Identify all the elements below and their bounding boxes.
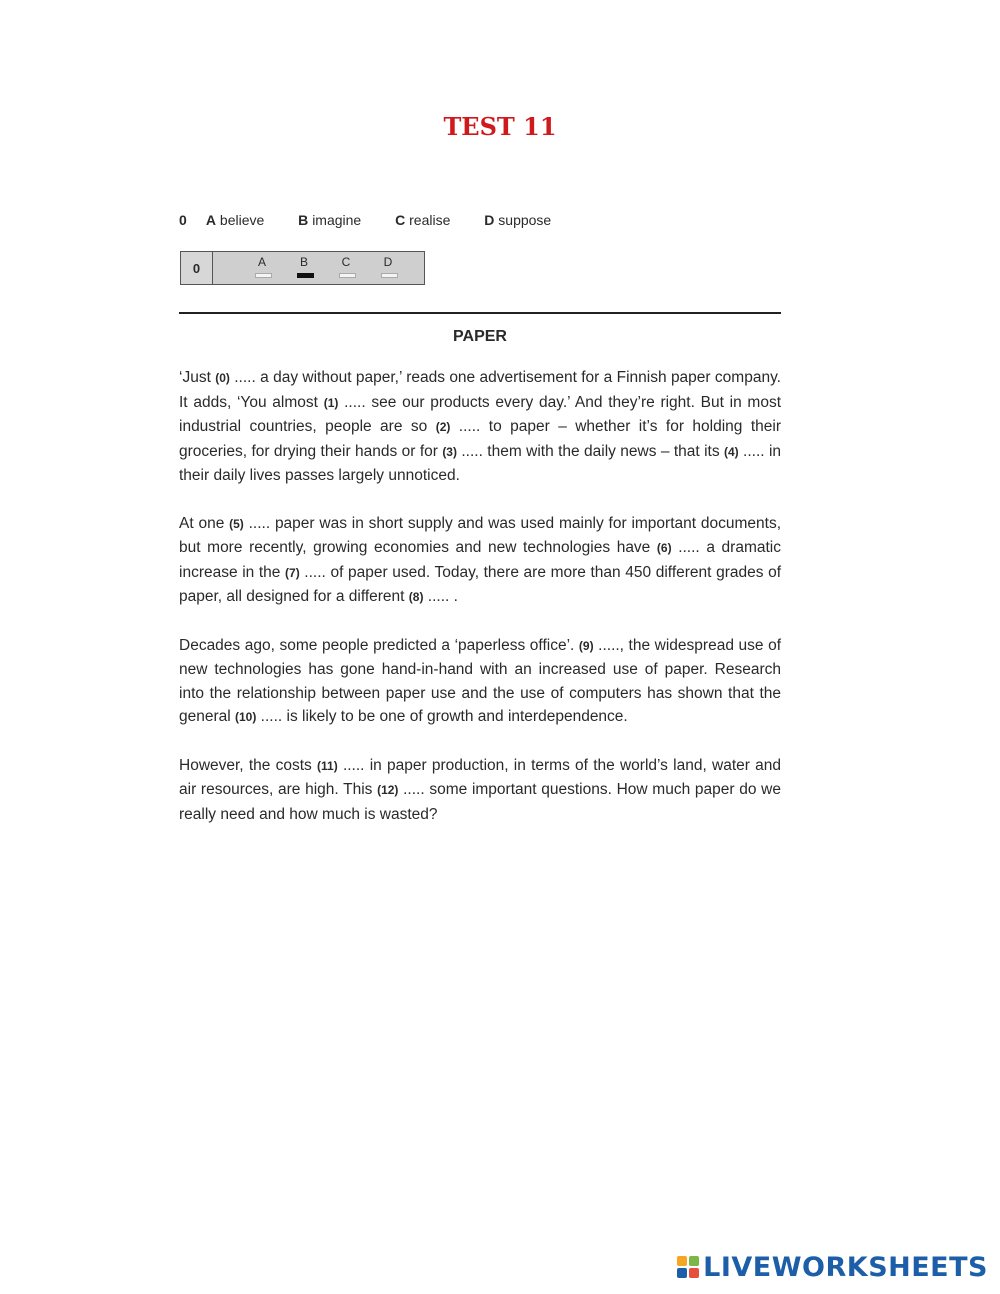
passage-text-run: ..... them with the daily news – that its [456,442,724,460]
gap-number: (7) [285,565,300,580]
answer-option-letter: B [299,255,308,269]
answer-option-b[interactable] [283,252,325,284]
gap-number: (0) [215,371,230,385]
gap-number: (5) [229,516,244,531]
logo-square [677,1256,687,1266]
gap-number: (10) [235,710,257,725]
passage-paragraph [179,366,781,488]
passage-text-run: ..... of paper used. Today, there are more than 450 different grades of paper, all designed for a different [179,563,781,606]
logo-square [689,1268,699,1278]
example-number: 0 [179,212,187,228]
answer-option-d[interactable] [367,252,409,284]
passage-paragraph [179,512,781,610]
example-option-a: A believe [205,212,265,228]
answer-mark [381,273,398,278]
passage-text-run: ..... in their daily lives passes largely unnoticed. [179,442,782,485]
answer-option-letter: A [257,255,266,269]
answer-option-letter: D [383,255,393,269]
passage-text-run: ..... some important questions. How much paper do we really need and how much is wasted? [179,781,781,823]
example-option-c: C realise [395,212,451,228]
gap-number: (9) [578,638,594,653]
example-option-b: B imagine [298,212,362,228]
passage-text-run: ..... a dramatic increase in the [179,539,781,581]
answer-sheet-number: 0 [181,252,213,284]
logo-square [677,1268,687,1278]
answer-sheet-cells [213,252,409,284]
gap-number: (8) [408,590,424,605]
logo-square [689,1256,699,1266]
example-answer-sheet [180,251,425,285]
passage-text-run: ....., the widespread use of new technologies has gone hand-in-hand with an increased use of paper. Research into the relationship between paper use and the use of computers has shown that the general [179,636,782,726]
passage-text-run: Decades ago, some people predicted a ‘paperless office’. [179,636,579,654]
gap-number: (3) [442,444,457,459]
gap-number: (12) [377,783,399,798]
gap-number: (2) [435,420,451,435]
passage-text-run: ..... a day without paper,’ reads one advertisement for a Finnish paper company. It adds, ‘You almost [179,369,781,411]
passage-text [179,366,781,850]
passage-text-run: ‘Just [179,369,216,386]
passage-text-run: ..... in paper production, in terms of the world’s land, water and air resources, are high. This [179,756,781,799]
passage-text-run: ..... . [423,588,458,606]
gap-number: (4) [723,444,739,459]
answer-mark [255,273,272,278]
answer-mark [339,273,356,278]
passage-text-run: ..... to paper – whether it’s for holding their groceries, for drying their hands or for [179,418,781,460]
brand-name: LIVEWORKSHEETS [703,1251,988,1283]
answer-mark [297,273,314,278]
passage-text-run: ..... is likely to be one of growth and interdependence. [256,708,628,726]
example-option-d: D suppose [484,212,552,228]
answer-option-a[interactable] [241,252,283,284]
gap-number: (6) [656,541,672,556]
passage-paragraph [179,634,781,730]
gap-number: (11) [317,758,338,773]
passage-text-run: At one [179,514,230,532]
page-title: TEST 11 [443,112,557,141]
passage-title: PAPER [453,328,507,345]
brand-logo [677,1252,988,1282]
passage-text-run: ..... paper was in short supply and was used mainly for important documents, but more recently, growing economies and new technologies have [179,514,781,557]
answer-option-c[interactable] [325,252,367,284]
answer-option-letter: C [341,255,351,269]
liveworksheets-logo-icon [677,1256,699,1278]
passage-text-run: However, the costs [179,756,318,774]
divider [179,312,781,314]
example-options [179,212,581,228]
gap-number: (1) [323,395,339,410]
passage-paragraph [179,754,781,827]
passage-text-run: ..... see our products every day.’ And they’re right. But in most industrial countries, people are so [179,393,782,436]
